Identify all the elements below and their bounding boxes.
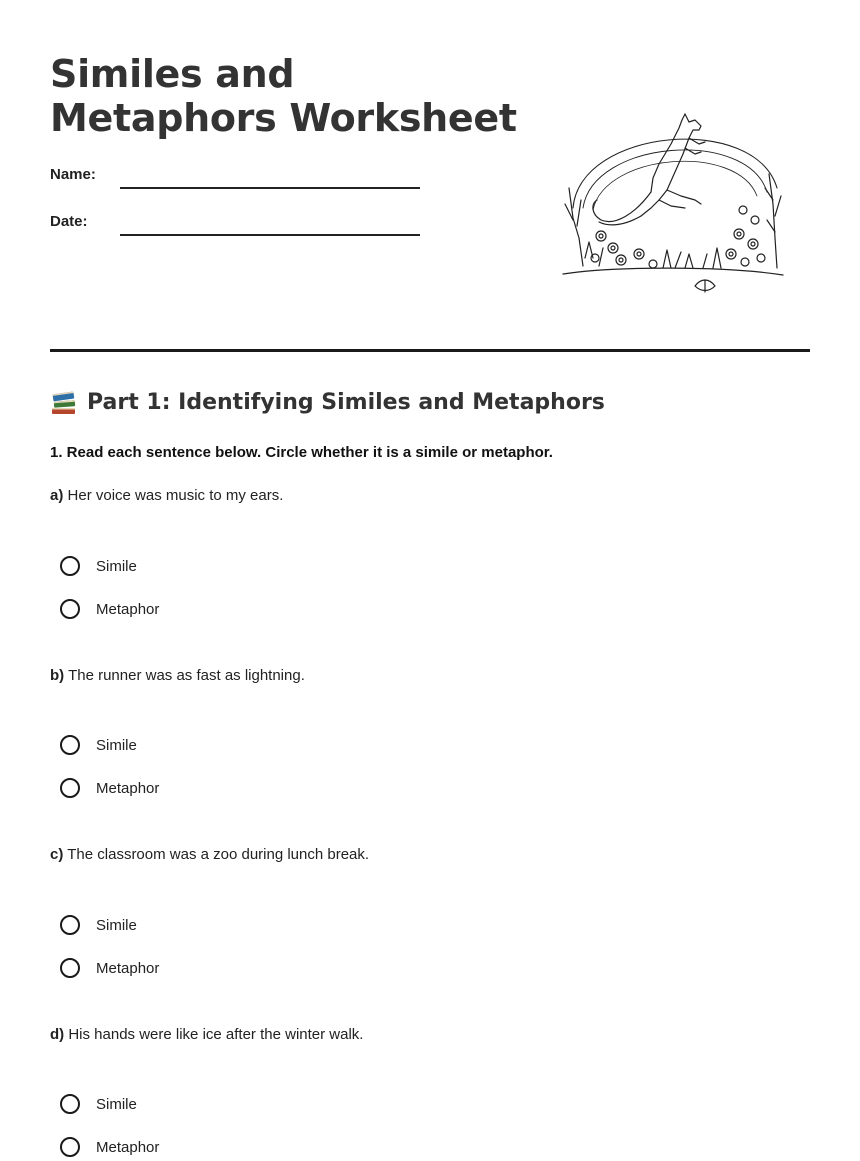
option-label: Metaphor (96, 1138, 160, 1156)
radio-circle-icon[interactable] (60, 958, 80, 978)
radio-circle-icon[interactable] (60, 599, 80, 619)
question-text: The classroom was a zoo during lunch break. (67, 846, 370, 863)
question-a-option-simile[interactable] (60, 553, 137, 579)
section-divider (50, 349, 810, 352)
radio-circle-icon[interactable] (60, 915, 80, 935)
option-label: Simile (96, 557, 137, 575)
date-label: Date: (50, 213, 88, 230)
option-label: Simile (96, 736, 137, 754)
question-b-option-simile[interactable] (60, 732, 137, 758)
question-text: The runner was as fast as lightning. (68, 667, 305, 684)
question-text: Her voice was music to my ears. (67, 487, 284, 504)
question-b (50, 667, 305, 684)
radio-circle-icon[interactable] (60, 1094, 80, 1114)
radio-circle-icon[interactable] (60, 778, 80, 798)
question-a (50, 487, 283, 504)
question-letter: a) (50, 487, 64, 504)
question-letter: d) (50, 1026, 65, 1043)
name-label: Name: (50, 166, 96, 183)
date-field[interactable] (50, 213, 430, 243)
name-field[interactable] (50, 166, 430, 196)
option-label: Simile (96, 1095, 137, 1113)
radio-circle-icon[interactable] (60, 735, 80, 755)
radio-circle-icon[interactable] (60, 556, 80, 576)
part1-heading (50, 386, 605, 420)
question-a-option-metaphor[interactable] (60, 596, 159, 622)
question-d-option-metaphor[interactable] (60, 1134, 159, 1160)
worksheet-title: Similes and Metaphors Worksheet (50, 52, 517, 140)
question-b-option-metaphor[interactable] (60, 775, 159, 801)
books-icon (50, 389, 78, 417)
radio-circle-icon[interactable] (60, 1137, 80, 1157)
option-label: Metaphor (96, 959, 160, 977)
question-letter: c) (50, 846, 64, 863)
kangaroo-illustration-icon (555, 108, 790, 300)
question-letter: b) (50, 667, 65, 684)
question-c (50, 846, 369, 863)
question-d-option-simile[interactable] (60, 1091, 137, 1117)
part1-heading-text: Part 1: Identifying Similes and Metaphors (87, 390, 605, 415)
question-text: His hands were like ice after the winter walk. (68, 1026, 364, 1043)
question-c-option-metaphor[interactable] (60, 955, 159, 981)
name-line[interactable] (120, 187, 420, 189)
option-label: Metaphor (96, 600, 160, 618)
question-c-option-simile[interactable] (60, 912, 137, 938)
part1-instruction: 1. Read each sentence below. Circle whether it is a simile or metaphor. (50, 444, 553, 461)
option-label: Metaphor (96, 779, 160, 797)
question-d (50, 1026, 363, 1043)
date-line[interactable] (120, 234, 420, 236)
option-label: Simile (96, 916, 137, 934)
